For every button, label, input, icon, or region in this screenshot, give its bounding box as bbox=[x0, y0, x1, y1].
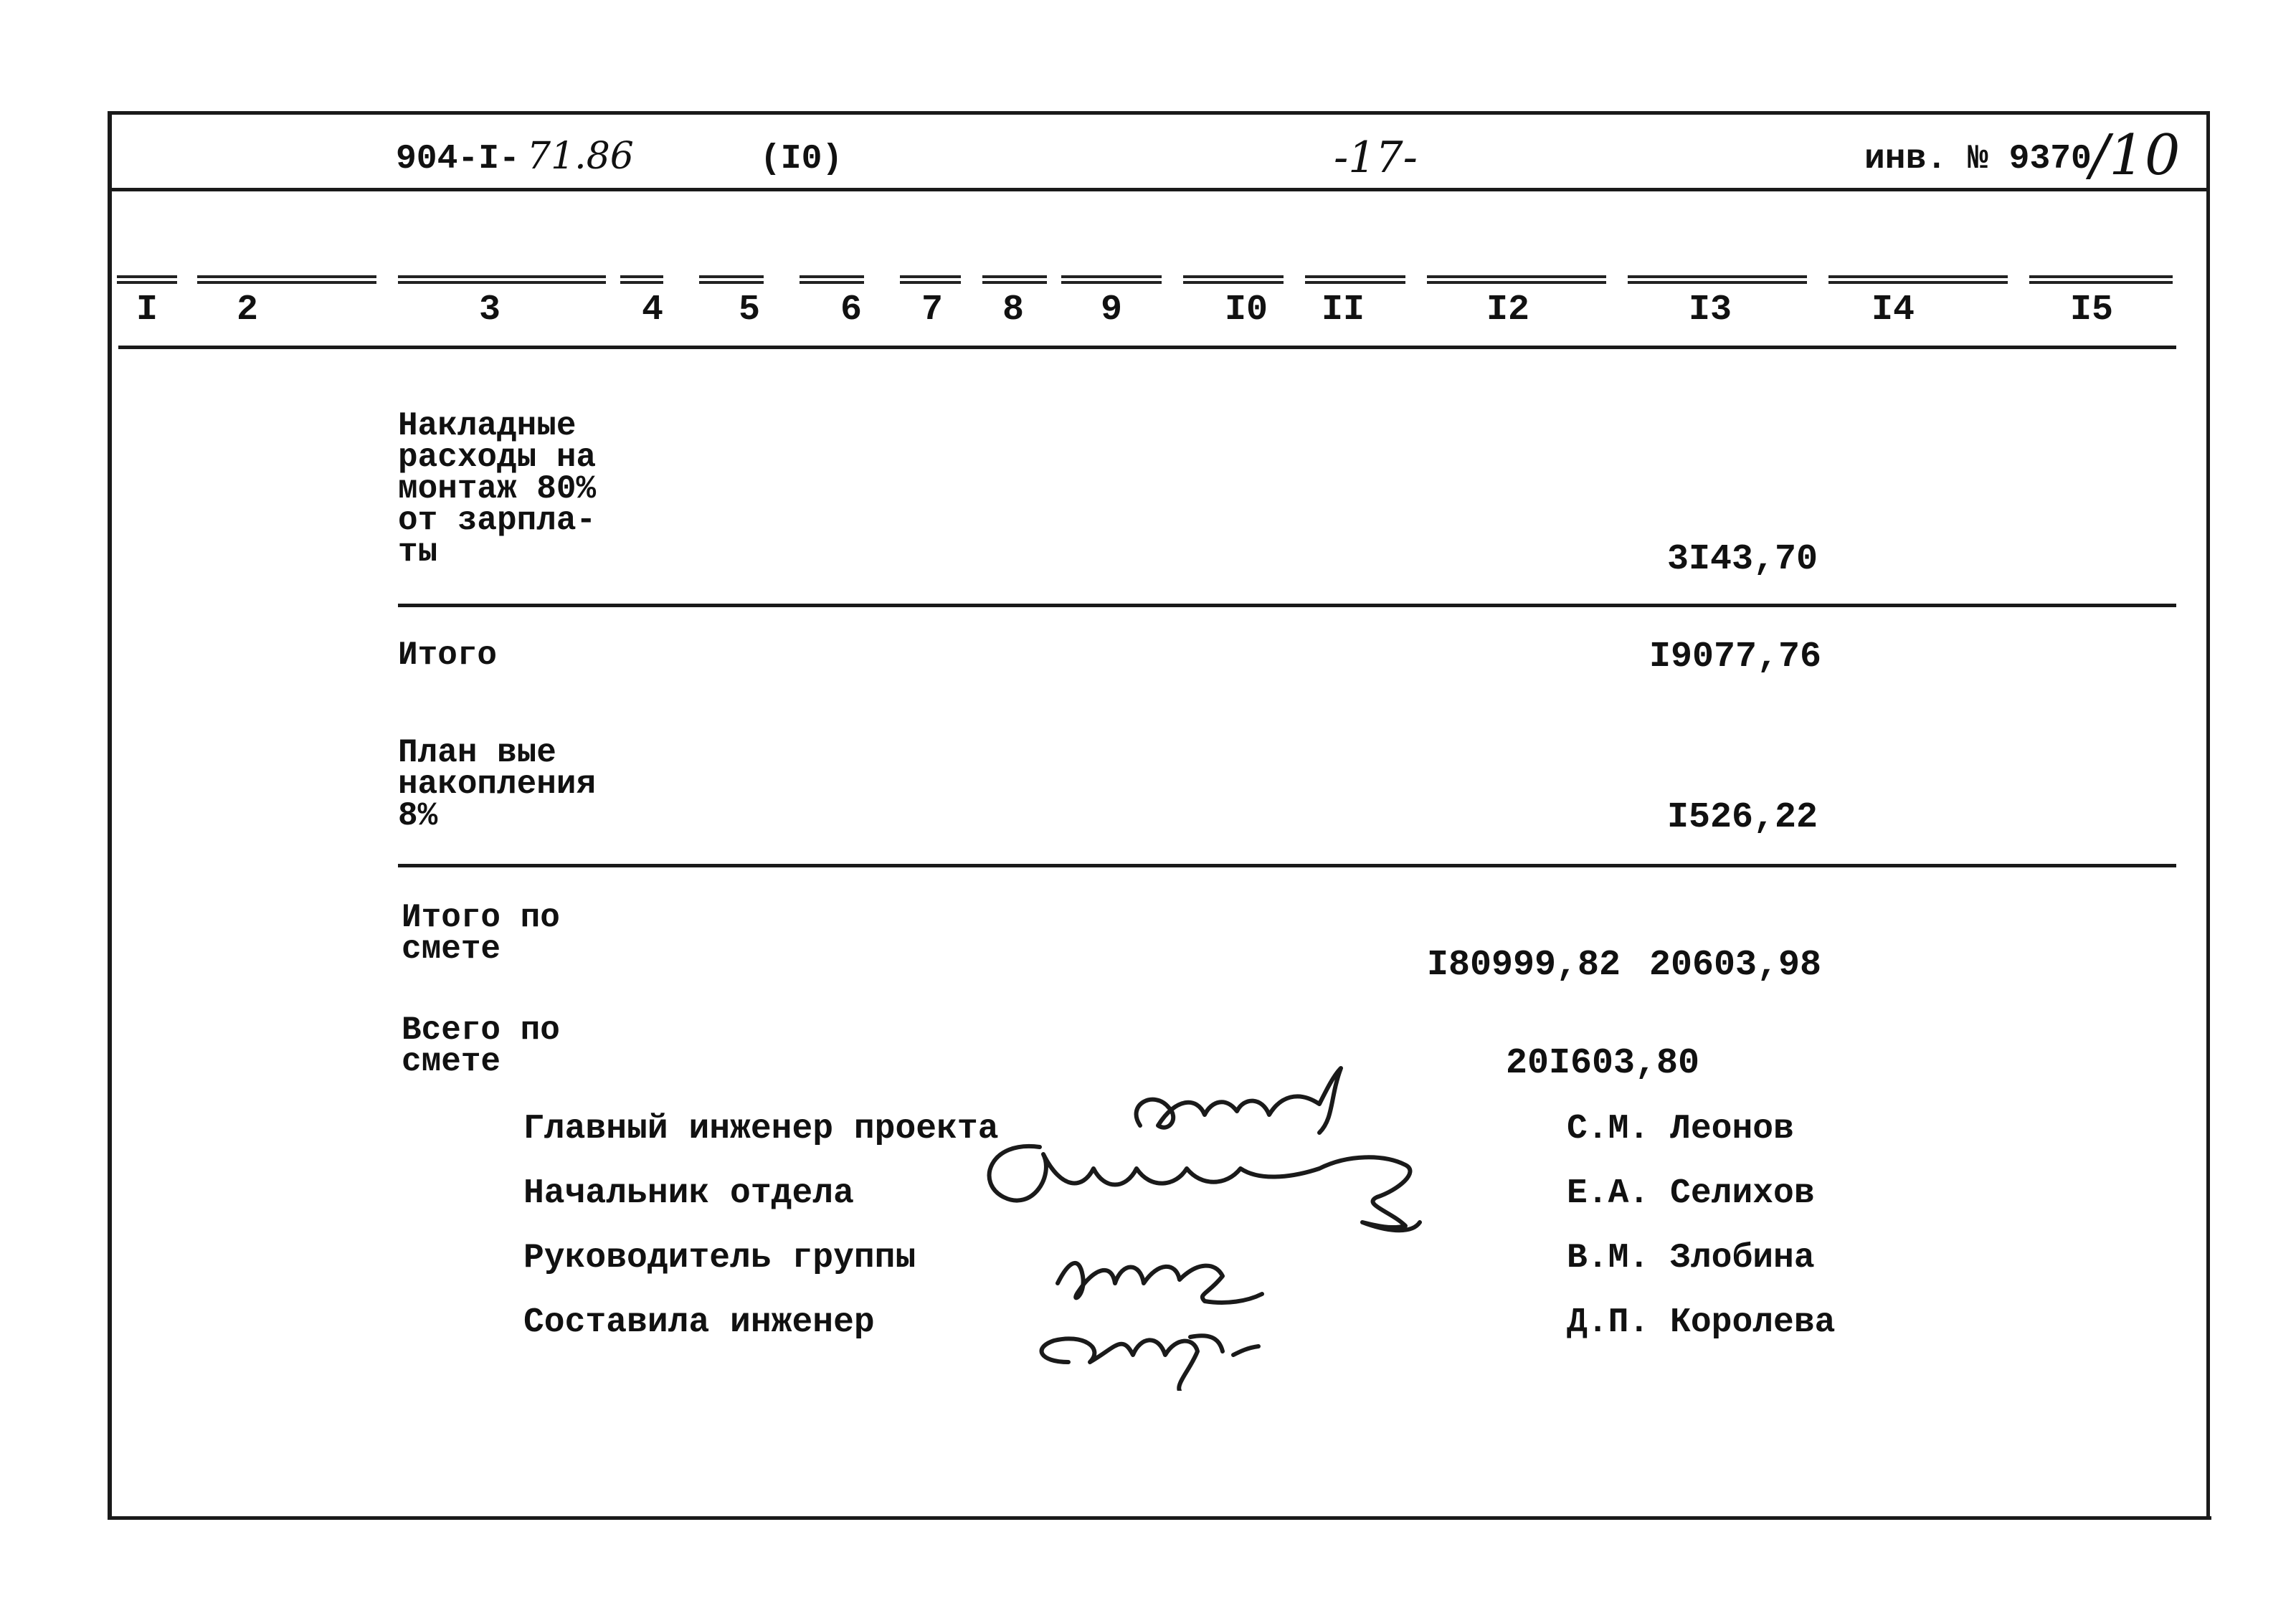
plan-label-line-2: накопления bbox=[398, 766, 597, 803]
overhead-rule bbox=[398, 604, 2176, 607]
column-number-6: 6 bbox=[840, 290, 863, 330]
signature-role-3: Руководитель группы bbox=[523, 1239, 916, 1277]
signature-name-3: В.М. Злобина bbox=[1567, 1239, 1815, 1277]
signature-stroke-2 bbox=[990, 1146, 1420, 1230]
sheet-bottom-rule bbox=[108, 1516, 2211, 1520]
column-number-2: 2 bbox=[236, 290, 259, 330]
inventory-handwritten: /10 bbox=[2090, 123, 2181, 188]
plan-label-line-3: 8% bbox=[398, 797, 438, 834]
column-bar-7 bbox=[900, 275, 961, 284]
column-header-rule bbox=[118, 346, 2176, 349]
column-bar-11 bbox=[1305, 275, 1405, 284]
signature-name-4: Д.П. Королева bbox=[1567, 1303, 1836, 1342]
signature-stroke-1 bbox=[1137, 1068, 1341, 1133]
overhead-label-line-4: от зарпла- bbox=[398, 502, 597, 539]
column-number-8: 8 bbox=[1002, 290, 1025, 330]
estimate-total-col13-value: 20603,98 bbox=[1649, 945, 1822, 986]
signature-name-2: Е.А. Селихов bbox=[1567, 1174, 1815, 1213]
overhead-label-line-3: монтаж 80% bbox=[398, 470, 597, 508]
total-label: Итого bbox=[398, 637, 498, 674]
signature-stroke-3 bbox=[1058, 1263, 1262, 1303]
column-bar-12 bbox=[1427, 275, 1606, 284]
signature-stroke-4 bbox=[1042, 1336, 1258, 1391]
signature-name-1: С.М. Леонов bbox=[1567, 1110, 1794, 1148]
plan-rule bbox=[398, 864, 2176, 867]
column-bar-13 bbox=[1628, 275, 1807, 284]
column-number-3: 3 bbox=[478, 290, 501, 330]
column-bar-3 bbox=[398, 275, 606, 284]
overhead-label-line-1: Накладные bbox=[398, 407, 577, 444]
column-bar-14 bbox=[1828, 275, 2008, 284]
handwritten-signatures bbox=[961, 1047, 1477, 1391]
estimate-total-label-line-1: Итого по bbox=[402, 899, 560, 936]
column-bar-5 bbox=[699, 275, 764, 284]
plan-col13-value: I526,22 bbox=[1667, 797, 1818, 838]
grand-total-label-line-2: смете bbox=[402, 1043, 501, 1080]
column-number-5: 5 bbox=[738, 290, 761, 330]
header-rule bbox=[108, 188, 2210, 191]
column-number-13: I3 bbox=[1688, 290, 1732, 330]
column-number-1: I bbox=[136, 290, 158, 330]
overhead-label-line-2: расходы на bbox=[398, 439, 597, 476]
inventory-number: инв. № 9370 bbox=[1864, 140, 2092, 179]
signature-role-2: Начальник отдела bbox=[523, 1174, 854, 1213]
column-number-11: II bbox=[1321, 290, 1365, 330]
column-bar-15 bbox=[2029, 275, 2173, 284]
page-number: -17- bbox=[1334, 133, 1418, 183]
overhead-label-line-5: ты bbox=[398, 533, 438, 571]
column-bar-2 bbox=[197, 275, 376, 284]
doc-code-handwritten: 71.86 bbox=[527, 135, 634, 178]
column-number-9: 9 bbox=[1100, 290, 1123, 330]
column-bar-10 bbox=[1183, 275, 1284, 284]
plan-label-line-1: План вые bbox=[398, 734, 556, 771]
sheet-number: (I0) bbox=[760, 140, 843, 179]
column-number-15: I5 bbox=[2069, 290, 2114, 330]
estimate-total-label-line-2: смете bbox=[402, 931, 501, 968]
column-number-12: I2 bbox=[1486, 290, 1530, 330]
doc-code: 904-I- bbox=[396, 140, 520, 179]
overhead-col13-value: 3I43,70 bbox=[1667, 539, 1818, 580]
estimate-total-col12-value: I80999,82 bbox=[1427, 945, 1621, 986]
column-number-14: I4 bbox=[1871, 290, 1915, 330]
column-number-7: 7 bbox=[921, 290, 944, 330]
signature-role-1: Главный инженер проекта bbox=[523, 1110, 999, 1148]
column-bar-9 bbox=[1061, 275, 1162, 284]
column-number-10: I0 bbox=[1224, 290, 1268, 330]
column-bar-6 bbox=[800, 275, 864, 284]
column-bar-1 bbox=[117, 275, 177, 284]
grand-total-label-line-1: Всего по bbox=[402, 1012, 560, 1049]
column-number-4: 4 bbox=[641, 290, 664, 330]
signature-role-4: Составила инженер bbox=[523, 1303, 875, 1342]
total-col13-value: I9077,76 bbox=[1649, 637, 1822, 677]
column-bar-4 bbox=[620, 275, 663, 284]
column-bar-8 bbox=[982, 275, 1047, 284]
grand-total-value: 20I603,80 bbox=[1506, 1043, 1700, 1084]
